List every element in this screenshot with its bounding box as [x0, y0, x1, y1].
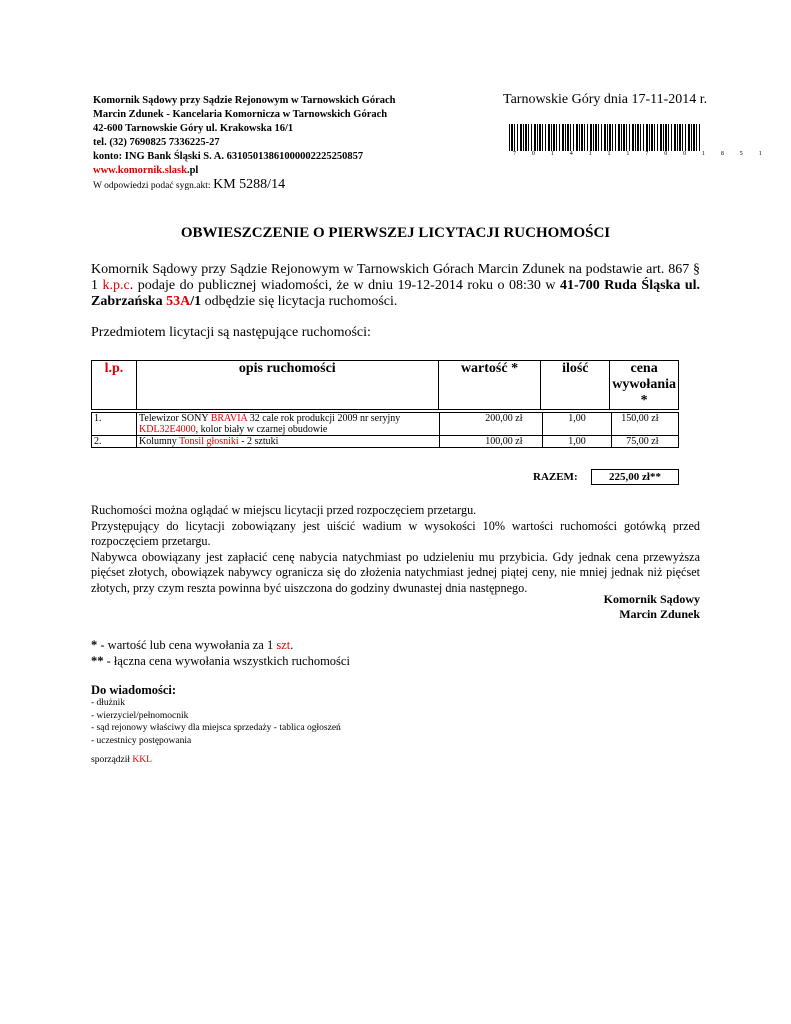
row-cena: 75,00 zł — [612, 436, 679, 448]
document-date: Tarnowskie Góry dnia 17-11-2014 r. — [503, 92, 708, 107]
intro-text-3: odbędzie się licytacja ruchomości. — [201, 294, 398, 309]
barcode-bars — [509, 124, 701, 151]
col-opis-header: opis ruchomości — [136, 361, 438, 410]
terms-line-1: Ruchomości można oglądać w miejscu licytacji przed rozpoczęciem przetargu. — [91, 503, 477, 517]
header-line-4: tel. (32) 7690825 7336225-27 — [93, 137, 220, 148]
prepared-by: sporządził KKL — [91, 755, 152, 765]
subject-line: Przedmiotem licytacji są następujące ruchomości: — [91, 325, 371, 340]
intro-text-1: Komornik Sądowy przy Sądzie Rejonowym w Tarnowskich Górach Marcin Zdunek na podstawie art. 867 § 1 — [91, 262, 700, 293]
row-wartosc: 100,00 zł — [440, 436, 543, 448]
header-line-2: Marcin Zdunek - Kancelaria Komornicza w Tarnowskich Górach — [93, 109, 388, 120]
bailiff-header — [93, 94, 395, 193]
table-row — [92, 413, 679, 436]
terms-line-3: Nabywca obowiązany jest zapłacić cenę nabycia natychmiast po udzieleniu mu przybicia. Gdy jednak cena przewyższa pięćset złotych, obowiązek nabywcy ogranicza się do złożenia natychmiast jednej piątej ceny, nie mniej jednak niż pięćset złotych, przy czym reszta powinna być uiszczona do godziny dwunastej dnia następnego. — [91, 549, 700, 595]
footnote-2: ** - łączna cena wywołania wszystkich ruchomości — [91, 654, 350, 668]
row-lp: 2. — [92, 436, 137, 448]
header-line-1: Komornik Sądowy przy Sądzie Rejonowym w Tarnowskich Górach — [93, 95, 396, 106]
signature-line-2: Marcin Zdunek — [619, 607, 700, 621]
list-item: - dłużnik — [91, 698, 126, 708]
case-reference-value: KM 5288/14 — [213, 177, 286, 192]
row-wartosc: 200,00 zł — [440, 413, 543, 436]
signature-line-1: Komornik Sądowy — [603, 592, 700, 606]
barcode — [509, 124, 769, 158]
recipients-list — [91, 697, 341, 747]
row-ilosc: 1,00 — [543, 436, 612, 448]
recipients-heading: Do wiadomości: — [91, 683, 177, 697]
header-line-5: konto: ING Bank Śląski S. A. 63105013861000002225250857 — [93, 151, 364, 162]
barcode-digits: 7 0 1 4 1 1 1 7 0 0 1 8 5 1 — [513, 151, 769, 157]
intro-text-2: . podaje do publicznej wiadomości, że w dniu 19-12-2014 roku o 08:30 w — [129, 278, 561, 293]
case-reference-label: W odpowiedzi podać sygn.akt: — [93, 181, 211, 191]
row-opis: Kolumny Tonsil głosniki - 2 sztuki — [137, 436, 440, 448]
row-cena: 150,00 zł — [612, 413, 679, 436]
website — [93, 164, 395, 178]
www-prefix: www.komornik. — [93, 165, 165, 176]
footnotes — [91, 637, 350, 669]
signature — [500, 592, 700, 622]
list-item: - wierzyciel/pełnomocnik — [91, 710, 189, 721]
total-label: RAZEM: — [533, 471, 578, 483]
case-reference — [93, 178, 395, 193]
list-item: - sąd rejonowy właściwy dla miejsca sprzedaży - tablica ogłoszeń — [91, 723, 341, 733]
col-lp-header: l.p. — [92, 361, 137, 410]
intro-kpc: k.p.c — [102, 278, 130, 293]
document-title: OBWIESZCZENIE O PIERWSZEJ LICYTACJI RUCHOMOŚCI — [180, 225, 611, 241]
row-lp: 1. — [92, 413, 137, 436]
address-number: 53A — [166, 294, 191, 309]
total-value: 225,00 zł** — [591, 469, 679, 485]
items-table — [91, 412, 679, 448]
intro-paragraph — [91, 262, 700, 310]
row-opis: Telewizor SONY BRAVIA 32 cale rok produkcji 2009 nr seryjny KDL32E4000, kolor biały w czarnej obudowie — [137, 413, 440, 436]
www-red: slask — [164, 165, 187, 176]
header-line-3: 42-600 Tarnowskie Góry ul. Krakowska 16/1 — [93, 123, 294, 134]
address-part-2: /1 — [190, 294, 202, 309]
table-row — [92, 436, 679, 448]
terms-line-2: Przystępujący do licytacji zobowiązany jest uiścić wadium w wysokości 10% wartości ruchomości gotówką przed rozpoczęciem przetargu. — [91, 518, 700, 548]
list-item: - uczestnicy postępowania — [91, 735, 192, 746]
col-ilosc-header: ilość — [541, 361, 610, 410]
www-suffix: .pl — [186, 165, 199, 176]
auction-terms — [91, 503, 700, 596]
footnote-1: * - wartość lub cena wywołania za 1 szt. — [91, 638, 294, 652]
address-part-1: 41-700 Ruda Śląska ul. Zabrzańska — [91, 278, 701, 309]
col-cena-header: cena wywołania * — [610, 361, 679, 410]
items-table-header — [91, 360, 679, 410]
row-ilosc: 1,00 — [543, 413, 612, 436]
col-wartosc-header: wartość * — [438, 361, 541, 410]
